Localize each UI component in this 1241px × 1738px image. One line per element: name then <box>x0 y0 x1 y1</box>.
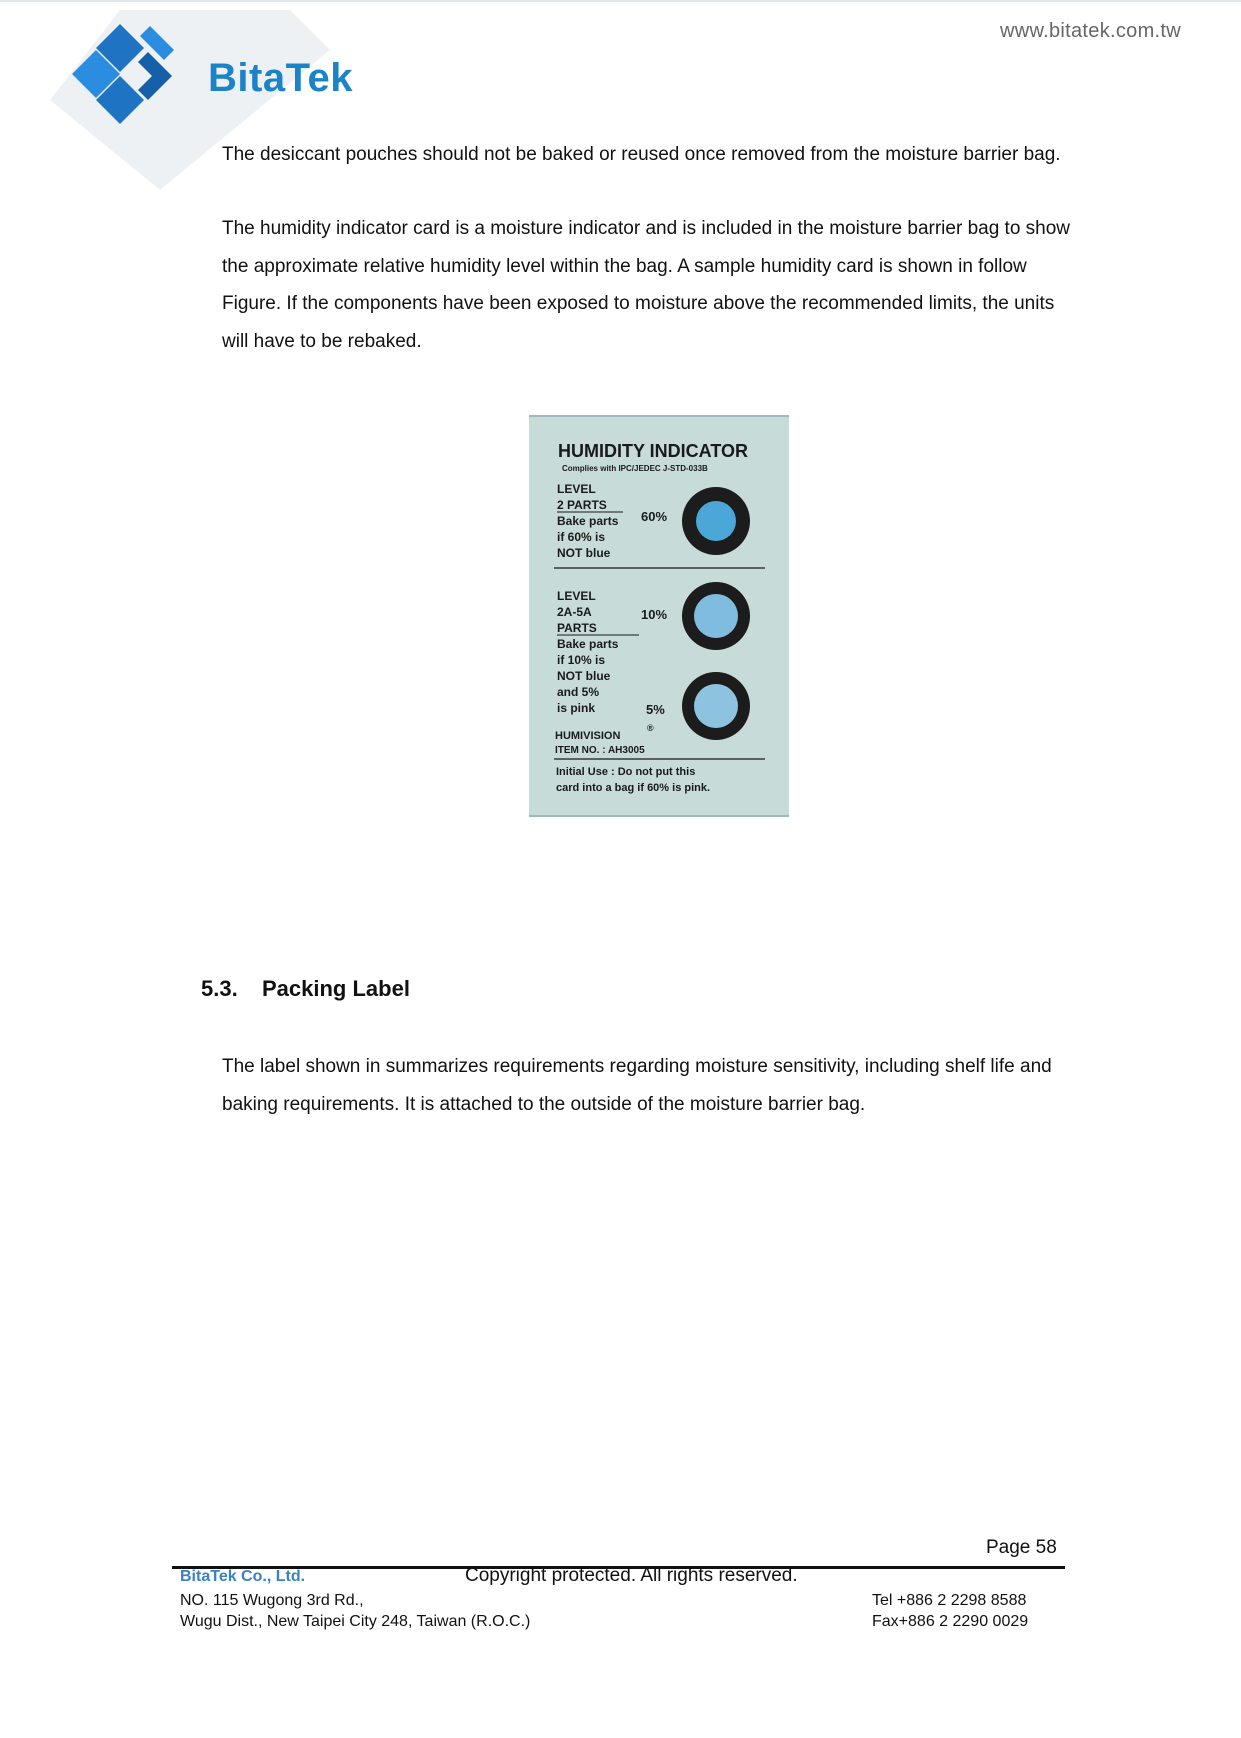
website-url: www.bitatek.com.tw <box>1000 20 1182 42</box>
footer-telephone: Tel +886 2 2298 8588 <box>872 1592 1027 1609</box>
footer-address-line2: Wugu Dist., New Taipei City 248, Taiwan (R.O.C.) <box>180 1613 531 1630</box>
section-title: Packing Label <box>262 976 410 1001</box>
level2-line: Bake parts <box>557 637 619 651</box>
footer-copyright: Copyright protected. All rights reserved. <box>465 1565 798 1586</box>
logo-text: BitaTek <box>208 56 354 100</box>
footer-address-line1: NO. 115 Wugong 3rd Rd., <box>180 1592 364 1609</box>
level2-line: 2A-5A <box>557 605 592 619</box>
level2-line: NOT blue <box>557 669 611 683</box>
level2-text <box>557 589 639 715</box>
footer-fax: Fax+886 2 2290 0029 <box>872 1613 1029 1630</box>
level2-line: PARTS <box>557 621 597 635</box>
paragraph-humidity-card: The humidity indicator card is a moisture indicator and is included in the moisture barrier bag to show the approximate relative humidity level within the bag. A sample humidity card is shown in follow Figure. If the components have been exposed to moisture above the recommended limits, the units will have to be rebaked. <box>222 218 1071 352</box>
spot-label-10: 10% <box>641 607 668 622</box>
level2-line: is pink <box>557 701 596 715</box>
header-top-line <box>0 0 1241 2</box>
level1-line: if 60% is <box>557 530 606 544</box>
humidity-indicator-figure <box>529 415 789 817</box>
level1-line: NOT blue <box>557 546 611 560</box>
paragraph-packing-label: The label shown in summarizes requirements regarding moisture sensitivity, including shelf life and baking requirements. It is attached to the outside of the moisture barrier bag. <box>222 1056 1052 1115</box>
footer-company: BitaTek Co., Ltd. <box>180 1568 306 1585</box>
level2-line: and 5% <box>557 685 600 699</box>
brand-mark: ® <box>647 723 654 733</box>
card-subtitle: Complies with IPC/JEDEC J-STD-033B <box>562 464 708 473</box>
level2-line: LEVEL <box>557 589 596 603</box>
spot-label-5: 5% <box>646 702 665 717</box>
level2-line: if 10% is <box>557 653 606 667</box>
card-title: HUMIDITY INDICATOR <box>558 441 749 461</box>
level1-text <box>557 482 623 560</box>
initial-use-line: card into a bag if 60% is pink. <box>556 782 711 794</box>
item-number: ITEM NO. : AH3005 <box>555 745 645 756</box>
level1-line: 2 PARTS <box>557 498 607 512</box>
level1-line: LEVEL <box>557 482 596 496</box>
initial-use-line: Initial Use : Do not put this <box>556 766 696 778</box>
brand-name: HUMIVISION <box>555 730 621 742</box>
paragraph-desiccant: The desiccant pouches should not be baked or reused once removed from the moisture barrier bag. <box>222 144 1061 165</box>
humidity-card-drawing <box>529 417 789 815</box>
bitatek-logo-icon <box>72 24 202 124</box>
level1-line: Bake parts <box>557 514 619 528</box>
section-number: 5.3. <box>201 976 238 1001</box>
page-number: Page 58 <box>986 1537 1057 1558</box>
spot-label-60: 60% <box>641 509 668 524</box>
